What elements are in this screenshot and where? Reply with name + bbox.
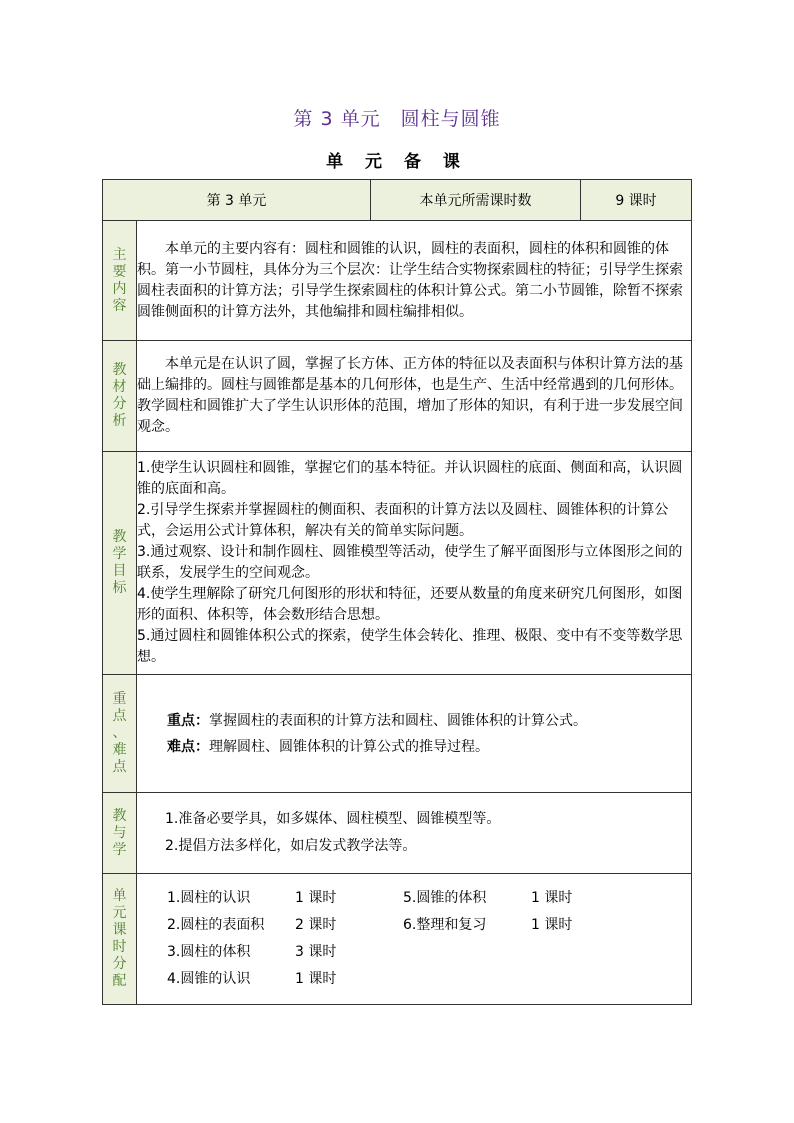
lesson-name: 6.整理和复习: [403, 917, 487, 933]
lesson-name: 1.圆柱的认识: [167, 890, 251, 906]
unit-plan-table: [102, 179, 692, 1005]
teach-item: 2.提倡方法多样化，如启发式教学法等。: [165, 838, 417, 854]
analysis-text: 本单元是在认识了圆，掌握了长方体、正方体的特征以及表面积与体积计算方法的基础上编排的。圆柱与圆锥都是基本的几何形体，也是生产、生活中经常遇到的几何形体。教学圆柱和圆锥扩大了学生认识形体的范围，增加了形体的知识，有利于进一步发展空间观念。: [137, 356, 683, 435]
difficult-point-text: 理解圆柱、圆锥体积的计算公式的推导过程。: [209, 738, 489, 755]
lesson-name: [403, 966, 531, 993]
lesson-hours: 1 课时: [295, 890, 337, 906]
schedule-line: [167, 939, 691, 966]
lesson-hours: [531, 966, 639, 993]
content-text-cell: [137, 221, 692, 341]
lesson-hours: 2 课时: [295, 917, 337, 933]
goals-label: 教 学 目 标: [103, 452, 137, 675]
content-row: [103, 221, 692, 341]
schedule-text-cell: [137, 874, 692, 1005]
document-title: 第 3 单元 圆柱与圆锥: [293, 108, 501, 130]
key-point: [137, 708, 691, 734]
goal-item: 5.通过圆柱和圆锥体积公式的探索，使学生体会转化、推理、极限、变中有不变等数学思想。: [137, 628, 683, 665]
lesson-name: 2.圆柱的表面积: [167, 917, 265, 933]
goal-item: 3.通过观察、设计和制作圆柱、圆锥模型等活动，使学生了解平面图形与立体图形之间的联系，发展学生的空间观念。: [137, 544, 683, 581]
lesson-name: 5.圆锥的体积: [403, 890, 487, 906]
teach-label: 教 与 学: [103, 793, 137, 874]
goals-row: [103, 452, 692, 675]
lesson-name: 3.圆柱的体积: [167, 944, 251, 960]
goal-item: 2.引导学生探索并掌握圆柱的侧面积、表面积的计算方法以及圆柱、圆锥体积的计算公式，会运用公式计算体积，解决有关的简单实际问题。: [137, 502, 669, 539]
schedule-line: [167, 966, 691, 993]
schedule-row: [103, 874, 692, 1005]
lesson-hours: 1 课时: [531, 890, 573, 906]
goals-text-cell: [137, 452, 692, 675]
key-text-cell: [137, 675, 692, 793]
lesson-hours: 1 课时: [295, 971, 337, 987]
schedule-line: [167, 912, 691, 939]
document-subtitle: 单 元 备 课: [326, 152, 468, 172]
content-text: 本单元的主要内容有：圆柱和圆锥的认识，圆柱的表面积，圆柱的体积和圆锥的体积。第一小节圆柱，具体分为三个层次：让学生结合实物探索圆柱的特征；引导学生探索圆柱表面积的计算方法；引导学生探索圆柱的体积计算公式。第二小节圆锥，除暂不探索圆锥侧面积的计算方法外，其他编排和圆柱编排相似。: [137, 240, 683, 320]
goal-item: 4.使学生理解除了研究几何图形的形状和特征，还要从数量的角度来研究几何图形，如图形的面积、体积等，体会数形结合思想。: [137, 586, 683, 623]
analysis-text-cell: [137, 341, 692, 452]
teach-item: 1.准备必要学具，如多媒体、圆柱模型、圆锥模型等。: [165, 811, 501, 827]
lesson-hours: 1 课时: [531, 917, 573, 933]
analysis-label: 教 材 分 析: [103, 341, 137, 452]
schedule-list: [137, 885, 691, 993]
schedule-line: [167, 885, 691, 912]
analysis-row: [103, 341, 692, 452]
lesson-name: 4.圆锥的认识: [167, 971, 251, 987]
key-label: 重 点 、 难 点: [103, 675, 137, 793]
teaching-row: [103, 793, 692, 874]
schedule-label: 单 元 课 时 分 配: [103, 874, 137, 1005]
key-point-label: 重点：: [167, 712, 209, 729]
unit-cell: 第 3 单元: [103, 180, 371, 221]
lesson-name: [403, 939, 531, 966]
hours-label-cell: 本单元所需课时数: [371, 180, 581, 221]
teach-text-cell: [137, 793, 692, 874]
difficult-point-label: 难点：: [167, 738, 209, 755]
table-header-row: [103, 180, 692, 221]
goal-item: 1.使学生认识圆柱和圆锥，掌握它们的基本特征。并认识圆柱的底面、侧面和高，认识圆锥的底面和高。: [137, 460, 683, 497]
key-point-text: 掌握圆柱的表面积的计算方法和圆柱、圆锥体积的计算公式。: [209, 712, 587, 729]
difficult-point: [137, 734, 691, 760]
key-points-row: [103, 675, 692, 793]
lesson-hours: [531, 939, 639, 966]
hours-value-cell: 9 课时: [581, 180, 692, 221]
lesson-hours: 3 课时: [295, 944, 337, 960]
content-label: 主 要 内 容: [103, 221, 137, 341]
